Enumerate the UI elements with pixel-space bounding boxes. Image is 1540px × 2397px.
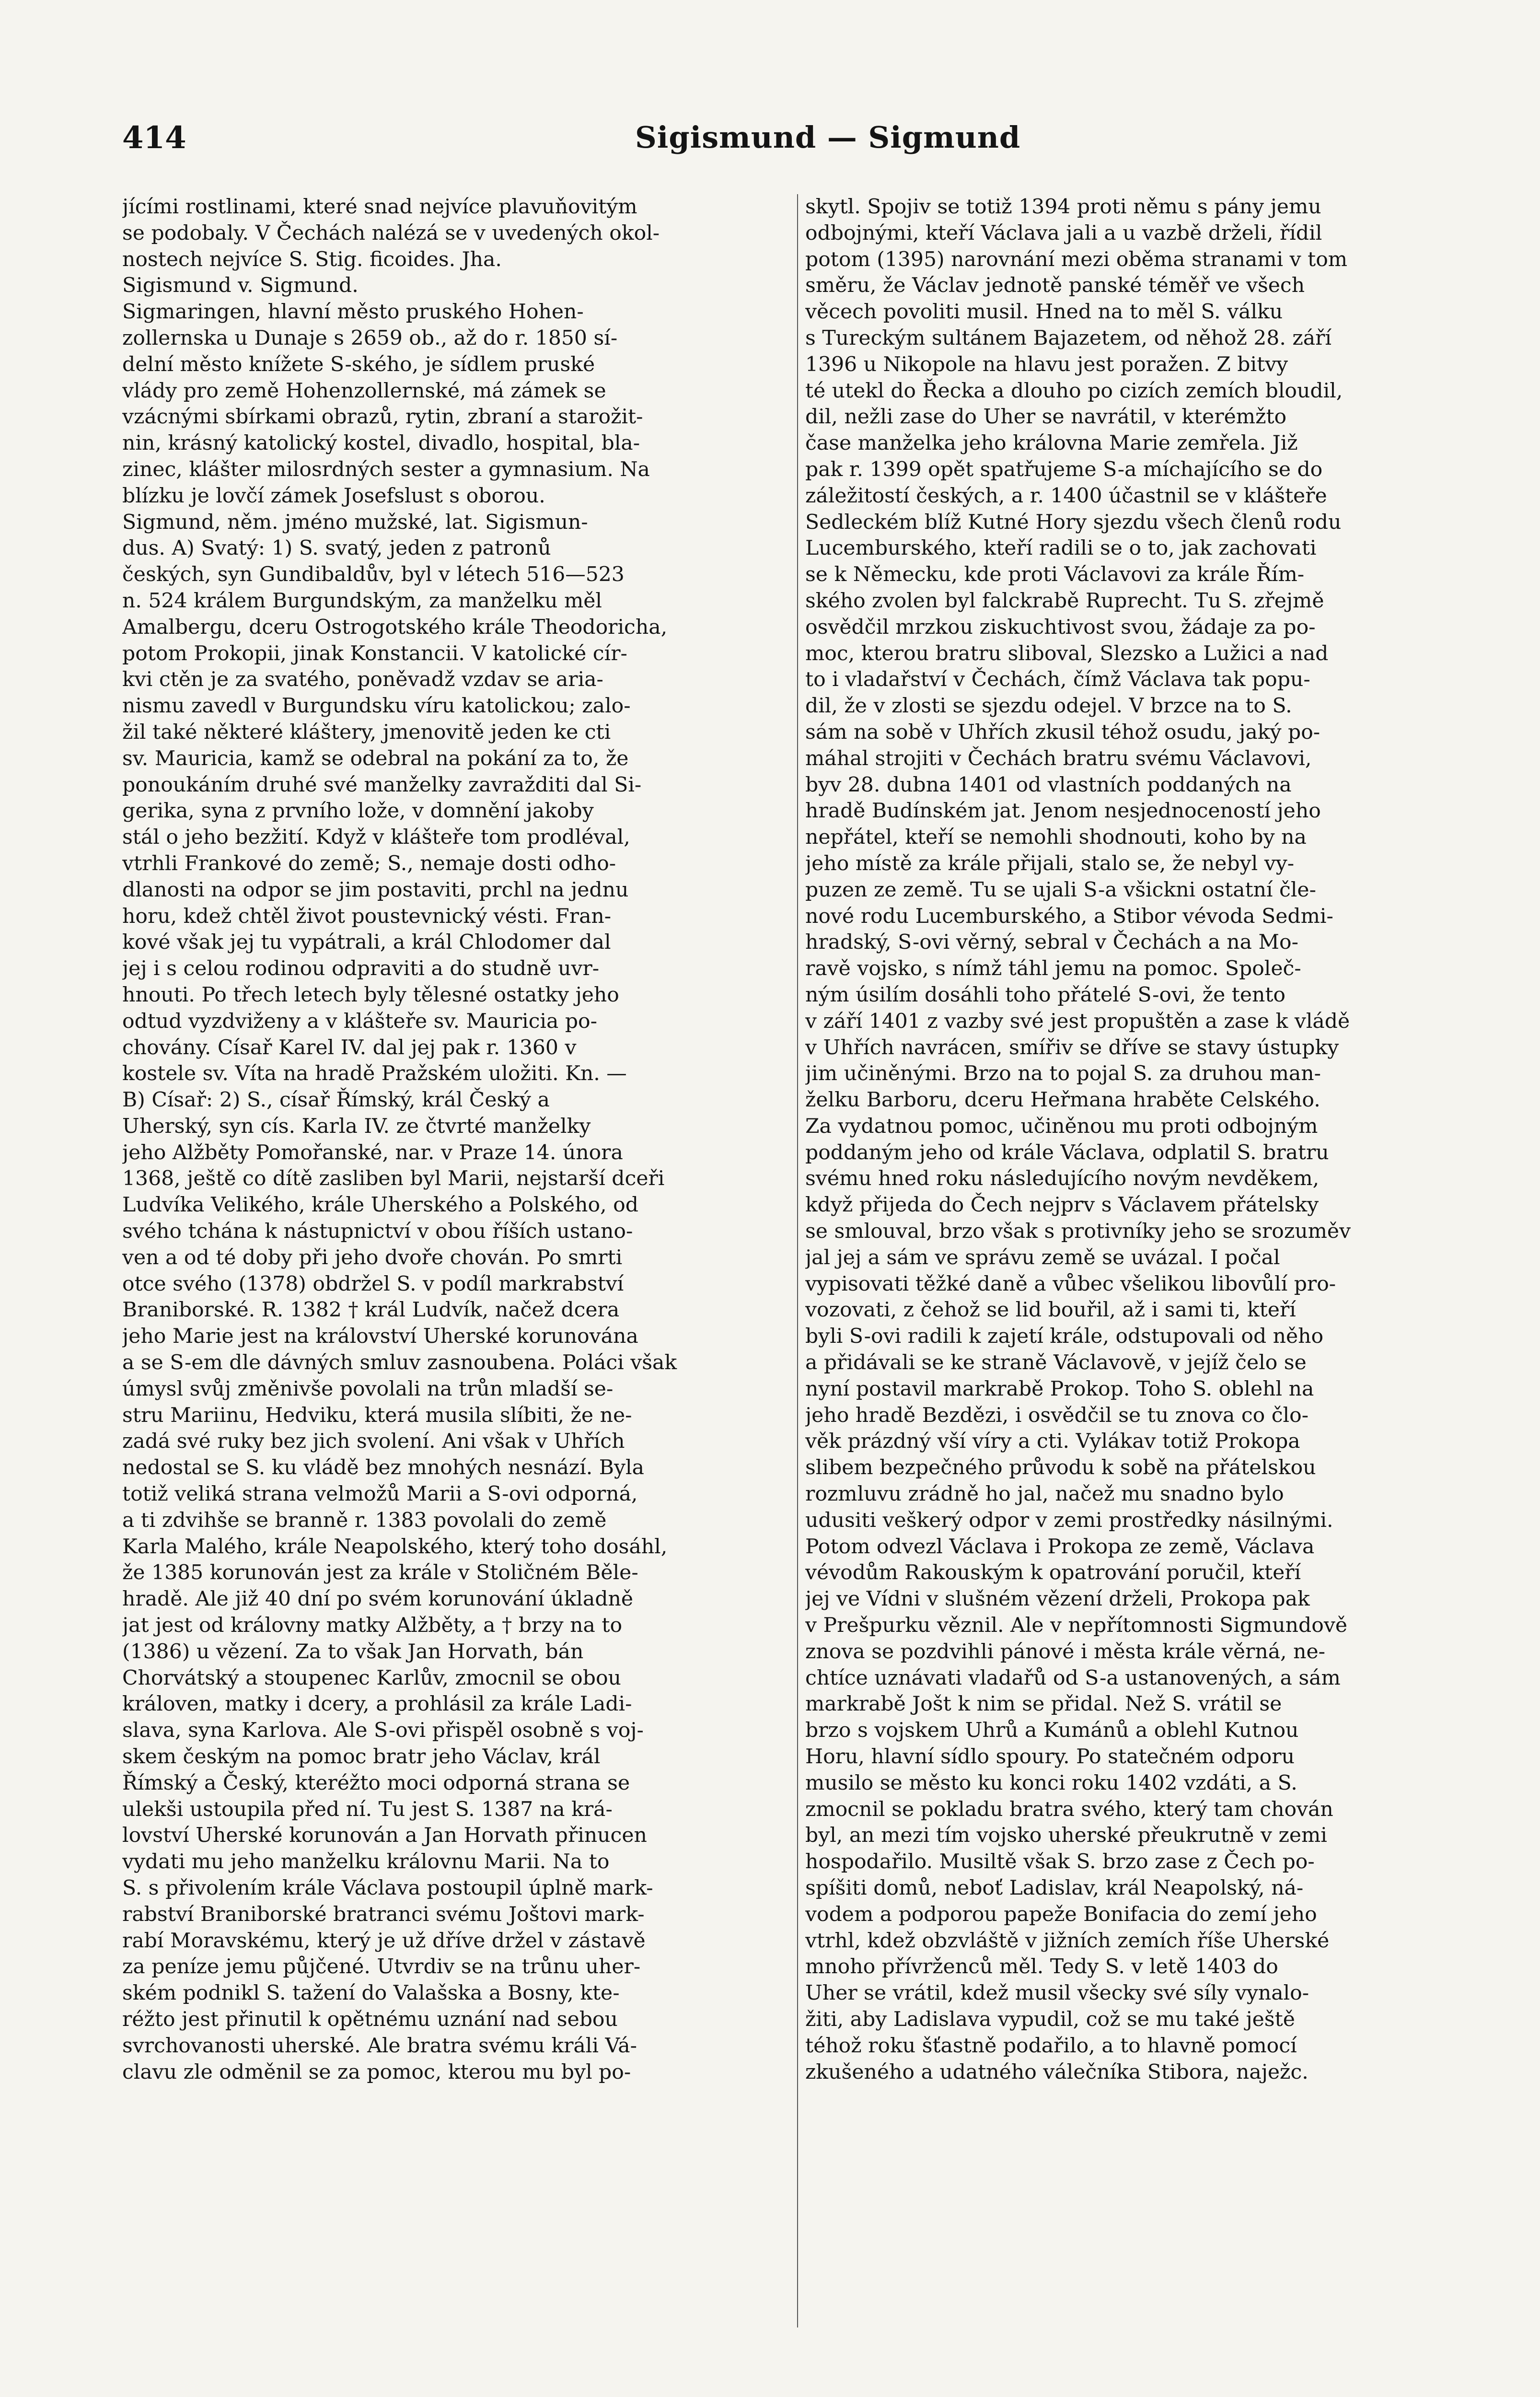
text-line: čase manželka jeho královna Marie zemřela. Již (805, 431, 1298, 455)
text-line: rozmluvu zrádně ho jal, načež mu snadno bylo (805, 1482, 1284, 1506)
text-line: vozovati, z čehož se lid bouřil, až i sami ti, kteří (805, 1298, 1296, 1322)
text-line: královen, matky i dcery, a prohlásil za krále Ladi- (122, 1692, 632, 1716)
page-number: 414 (122, 120, 186, 156)
text-line: Chorvátský a stoupenec Karlův, zmocnil se obou (122, 1666, 621, 1690)
text-line: v Uhřích navrácen, smířiv se dříve se stavy ústupky (805, 1036, 1339, 1059)
text-line: hradě Budínském jat. Jenom nesjednoceností jeho (805, 799, 1321, 823)
text-line: věcech povoliti musil. Hned na to měl S. válku (805, 300, 1283, 324)
text-line: (1386) u vězení. Za to však Jan Horvath, bán (122, 1640, 584, 1664)
text-line: sv. Mauricia, kamž se odebral na pokání za to, že (122, 746, 629, 770)
text-line: dil, že v zlosti se sjezdu odejel. V brzce na to S. (805, 694, 1292, 718)
text-line: Sigismund v. Sigmund. (122, 274, 359, 298)
text-line: Sigmaringen, hlavní město pruského Hohen- (122, 300, 584, 324)
text-line: clavu zle odměnil se za pomoc, kterou mu byl po- (122, 2060, 631, 2084)
text-line: osvědčil mrzkou ziskuchtivost svou, žádaje za po- (805, 615, 1316, 639)
text-line: chovány. Císař Karel IV. dal jej pak r. 1360 v (122, 1036, 577, 1059)
text-line: zmocnil se pokladu bratra svého, který tam chován (805, 1797, 1333, 1821)
text-line: žiti, aby Ladislava vypudil, což se mu také ještě (805, 2007, 1295, 2031)
text-line: se k Německu, kde proti Václavovi za krále Řím- (805, 563, 1305, 587)
text-line: s Tureckým sultánem Bajazetem, od něhož 28. září (805, 326, 1332, 350)
text-line: rabí Moravskému, který je už dříve držel v zástavě (122, 1929, 646, 1953)
text-line: byl, an mezi tím vojsko uherské přeukrutně v zemi (805, 1824, 1327, 1848)
text-line: Za vydatnou pomoc, učiněnou mu proti odbojným (805, 1114, 1318, 1138)
text-line: byli S-ovi radili k zajetí krále, odstupovali od něho (805, 1325, 1324, 1349)
text-line: ravě vojsko, s nímž táhl jemu na pomoc. Společ- (805, 957, 1301, 981)
text-line: nové rodu Lucemburského, a Stibor vévoda Sedmi- (805, 904, 1333, 928)
text-line: Ludvíka Velikého, krále Uherského a Polského, od (122, 1193, 638, 1217)
text-line: puzen ze země. Tu se ujali S-a všickni ostatní čle- (805, 878, 1316, 902)
text-line: vévodům Rakouským k opatrování poručil, kteří (805, 1561, 1301, 1585)
text-line: blízku je lovčí zámek Josefslust s oborou. (122, 484, 545, 508)
text-line: nedostal se S. ku vládě bez mnohých nesnází. Byla (122, 1456, 644, 1480)
text-line: Sigmund, něm. jméno mužské, lat. Sigismun- (122, 510, 588, 534)
text-line: spíšiti domů, neboť Ladislav, král Neapolský, ná- (805, 1876, 1304, 1900)
text-line: sám na sobě v Uhřích zkusil téhož osudu, jaký po- (805, 720, 1320, 744)
text-line: brzo s vojskem Uhrů a Kumánů a oblehl Kutnou (805, 1719, 1299, 1743)
text-line: v září 1401 z vazby své jest propuštěn a zase k vládě (805, 1009, 1350, 1033)
text-line: jeho Alžběty Pomořanské, nar. v Praze 14. února (122, 1140, 623, 1164)
text-line: byv 28. dubna 1401 od vlastních poddaných na (805, 773, 1292, 797)
text-line: svému hned roku následujícího novým nevděkem, (805, 1167, 1320, 1191)
text-line: chtíce uznávati vladařů od S-a ustanovených, a sám (805, 1666, 1341, 1690)
text-line: slibem bezpečného průvodu k sobě na přátelskou (805, 1456, 1316, 1480)
text-line: zadá své ruky bez jich svolení. Ani však v Uhřích (122, 1430, 625, 1454)
text-line: Uherský, syn cís. Karla IV. ze čtvrté manželky (122, 1114, 591, 1138)
text-line: stru Mariinu, Hedviku, která musila slíbiti, že ne- (122, 1403, 632, 1427)
text-line: Římský a Český, kteréžto moci odporná strana se (122, 1771, 630, 1795)
text-line: ulekši ustoupila před ní. Tu jest S. 1387 na krá- (122, 1797, 613, 1821)
text-line: ným úsilím dosáhli toho přátelé S-ovi, že tento (805, 983, 1286, 1007)
text-line: zkušeného a udatného válečníka Stibora, naježc. (805, 2060, 1308, 2084)
text-line: moc, kterou bratru sliboval, Slezsko a Lužici a nad (805, 641, 1329, 665)
text-line: Braniborské. R. 1382 † král Ludvík, načež dcera (122, 1298, 620, 1322)
text-line: kové však jej tu vypátrali, a král Chlodomer dal (122, 931, 611, 954)
text-line: znova se pozdvihli pánové i města krále věrná, ne- (805, 1640, 1325, 1664)
text-line: n. 524 králem Burgundským, za manželku měl (122, 589, 602, 613)
text-line: odtud vyzdviženy a v klášteře sv. Mauricia po- (122, 1009, 598, 1033)
text-line: úmysl svůj změnivše povolali na trůn mladší se- (122, 1377, 614, 1401)
text-line: jej i s celou rodinou odpraviti a do studně uvr- (122, 957, 600, 981)
text-line: směru, že Václav jednotě panské téměř ve všech (805, 274, 1305, 298)
text-line: 1368, ještě co dítě zasliben byl Marii, nejstarší dceři (122, 1167, 665, 1191)
text-line: musilo se město ku konci roku 1402 vzdáti, a S. (805, 1771, 1297, 1795)
text-line: lovství Uherské korunován a Jan Horvath přinucen (122, 1824, 647, 1848)
text-line: horu, kdež chtěl život poustevnický vésti. Fran- (122, 904, 612, 928)
text-line: dil, nežli zase do Uher se navrátil, v kterémžto (805, 405, 1287, 429)
text-line: nepřátel, kteří se nemohli shodnouti, koho by na (805, 826, 1307, 849)
text-line: delní město knížete S-ského, je sídlem pruské (122, 352, 595, 376)
text-line: hradský, S-ovi věrný, sebral v Čechách a na Mo- (805, 931, 1298, 954)
text-line: ského zvolen byl falckrabě Ruprecht. Tu S. zřejmě (805, 589, 1324, 613)
text-line: Karla Malého, krále Neapolského, který toho dosáhl, (122, 1535, 668, 1559)
text-line: a se S-em dle dávných smluv zasnoubena. Poláci však (122, 1351, 677, 1375)
text-line: ven a od té doby při jeho dvoře chován. Po smrti (122, 1245, 623, 1269)
text-line: hnouti. Po třech letech byly tělesné ostatky jeho (122, 983, 619, 1007)
text-line: vzácnými sbírkami obrazů, rytin, zbraní a starožit- (122, 405, 643, 429)
text-line: se smlouval, brzo však s protivníky jeho se srozuměv (805, 1220, 1351, 1244)
text-line: že 1385 korunován jest za krále v Stoličném Běle- (122, 1561, 638, 1585)
right-column (805, 194, 1450, 2085)
text-line: Lucemburského, kteří radili se o to, jak zachovati (805, 536, 1317, 560)
column-divider (797, 194, 798, 2327)
text-line: zollernska u Dunaje s 2659 ob., až do r. 1850 sí- (122, 326, 618, 350)
text-line: markrabě Jošt k nim se přidal. Než S. vrátil se (805, 1692, 1282, 1716)
text-line: se podobaly. V Čechách nalézá se v uvedených okol- (122, 221, 660, 245)
text-line: skytl. Spojiv se totiž 1394 proti němu s pány jemu (805, 195, 1321, 219)
text-line: pak r. 1399 opět spatřujeme S-a míchajícího se do (805, 457, 1323, 481)
text-line: mnoho přívrženců měl. Tedy S. v letě 1403 do (805, 1955, 1278, 1979)
page-header (122, 120, 1445, 163)
text-line: dus. A) Svatý: 1) S. svatý, jeden z patronů (122, 536, 551, 560)
text-line: českých, syn Gundibaldův, byl v létech 516—523 (122, 563, 625, 587)
text-line: té utekl do Řecka a dlouho po cizích zemích bloudil, (805, 379, 1343, 403)
text-line: nostech nejvíce S. Stig. ficoides. Jha. (122, 247, 502, 271)
text-line: téhož roku šťastně podařilo, a to hlavně pomocí (805, 2034, 1297, 2058)
text-line: rabství Braniborské bratranci svému Joštovi mark- (122, 1902, 645, 1926)
text-line: zinec, klášter milosrdných sester a gymnasium. Na (122, 457, 650, 481)
text-line: a ti zdvihše se branně r. 1383 povolali do země (122, 1508, 607, 1532)
text-line: máhal strojiti v Čechách bratru svému Václavovi, (805, 746, 1312, 770)
text-line: skem českým na pomoc bratr jeho Václav, král (122, 1745, 601, 1769)
text-line: jeho hradě Bezdězi, i osvědčil se tu znova co člo- (805, 1403, 1309, 1427)
text-line: B) Císař: 2) S., císař Římský, král Český a (122, 1088, 550, 1112)
text-line: jeho místě za krále přijali, stalo se, že nebyl vy- (805, 851, 1295, 875)
text-line: slava, syna Karlova. Ale S-ovi přispěl osobně s voj- (122, 1719, 644, 1743)
text-line: jim učiněnými. Brzo na to pojal S. za druhou man- (805, 1062, 1321, 1086)
text-line: ponoukáním druhé své manželky zavražditi dal Si- (122, 773, 642, 797)
text-line: totiž veliká strana velmožů Marii a S-ovi odporná, (122, 1482, 638, 1506)
text-line: nyní postavil markrabě Prokop. Toho S. oblehl na (805, 1377, 1314, 1401)
text-line: Sedleckém blíž Kutné Hory sjezdu všech členů rodu (805, 510, 1342, 534)
text-line: vodem a podporou papeže Bonifacia do zemí jeho (805, 1902, 1317, 1926)
text-line: potom Prokopii, jinak Konstancii. V katolické cír- (122, 641, 627, 665)
text-line: Amalbergu, dceru Ostrogotského krále Theodoricha, (122, 615, 668, 639)
text-line: nin, krásný katolický kostel, divadlo, hospital, bla- (122, 431, 640, 455)
text-line: Horu, hlavní sídlo spoury. Po statečném odporu (805, 1745, 1295, 1769)
text-line: jeho Marie jest na království Uherské korunována (122, 1325, 638, 1349)
text-line: potom (1395) narovnání mezi oběma stranami v tom (805, 247, 1348, 271)
text-line: S. s přivolením krále Václava postoupil úplně mark- (122, 1876, 653, 1900)
text-line: jícími rostlinami, které snad nejvíce plavuňovitým (122, 195, 637, 219)
text-line: kvi ctěn je za svatého, poněvadž vzdav se aria- (122, 668, 603, 692)
text-line: želku Barboru, dceru Heřmana hraběte Celského. (805, 1088, 1320, 1112)
text-line: hospodařilo. Musiltě však S. brzo zase z Čech po- (805, 1850, 1315, 1874)
text-line: kostele sv. Víta na hradě Pražském uložiti. Kn. — (122, 1062, 627, 1086)
text-line: jal jej a sám ve správu země se uvázal. I počal (805, 1245, 1280, 1269)
text-line: gerika, syna z prvního lože, v domnění jakoby (122, 799, 594, 823)
text-line: vtrhl, kdež obzvláště v jižních zemích říše Uherské (805, 1929, 1330, 1953)
running-head: Sigismund — Sigmund (635, 120, 1021, 155)
text-line: žil také některé kláštery, jmenovitě jeden ke cti (122, 720, 611, 744)
text-line: udusiti veškerý odpor v zemi prostředky násilnými. (805, 1508, 1333, 1532)
text-line: záležitostí českých, a r. 1400 účastnil se v klášteře (805, 484, 1327, 508)
text-line: 1396 u Nikopole na hlavu jest poražen. Z bitvy (805, 352, 1288, 376)
text-line: když přijeda do Čech nejprv s Václavem přátelsky (805, 1193, 1319, 1217)
text-line: hradě. Ale již 40 dní po svém korunování úkladně (122, 1587, 633, 1611)
text-line: ském podnikl S. tažení do Valašska a Bosny, kte- (122, 1981, 620, 2005)
text-line: svrchovanosti uherské. Ale bratra svému králi Vá- (122, 2034, 637, 2058)
text-line: a přidávali se ke straně Václavově, v jejíž čelo se (805, 1351, 1307, 1375)
left-column (122, 194, 779, 2085)
text-line: věk prázdný vší víry a cti. Vylákav totiž Prokopa (805, 1430, 1300, 1454)
text-line: Potom odvezl Václava i Prokopa ze země, Václava (805, 1535, 1315, 1559)
text-line: Uher se vrátil, kdež musil všecky své síly vynalo- (805, 1981, 1309, 2005)
text-line: jat jest od královny matky Alžběty, a † brzy na to (122, 1614, 623, 1638)
text-line: dlanosti na odpor se jim postaviti, prchl na jednu (122, 878, 629, 902)
text-line: nismu zavedl v Burgundsku víru katolickou; zalo- (122, 694, 631, 718)
text-line: to i vladařství v Čechách, čímž Václava tak popu- (805, 668, 1310, 692)
text-line: vtrhli Frankové do země; S., nemaje dosti odho- (122, 851, 616, 875)
text-line: stál o jeho bezžití. Když v klášteře tom prodléval, (122, 826, 630, 849)
text-line: otce svého (1378) obdržel S. v podíl markrabství (122, 1272, 624, 1296)
text-line: za peníze jemu půjčené. Utvrdiv se na trůnu uher- (122, 1955, 641, 1979)
text-line: réžto jest přinutil k opětnému uznání nad sebou (122, 2007, 618, 2031)
text-line: vydati mu jeho manželku královnu Marii. Na to (122, 1850, 610, 1874)
text-line: jej ve Vídni v slušném vězení drželi, Prokopa pak (805, 1587, 1310, 1611)
text-line: vypisovati těžké daně a vůbec všelikou libovůlí pro- (805, 1272, 1336, 1296)
text-line: v Prešpurku věznil. Ale v nepřítomnosti Sigmundově (805, 1614, 1347, 1638)
text-line: svého tchána k nástupnictví v obou říších ustano- (122, 1220, 633, 1244)
text-line: odbojnými, kteří Václava jali a u vazbě drželi, řídil (805, 221, 1322, 245)
text-line: vlády pro země Hohenzollernské, má zámek se (122, 379, 606, 403)
text-line: poddaným jeho od krále Václava, odplatil S. bratru (805, 1140, 1329, 1164)
